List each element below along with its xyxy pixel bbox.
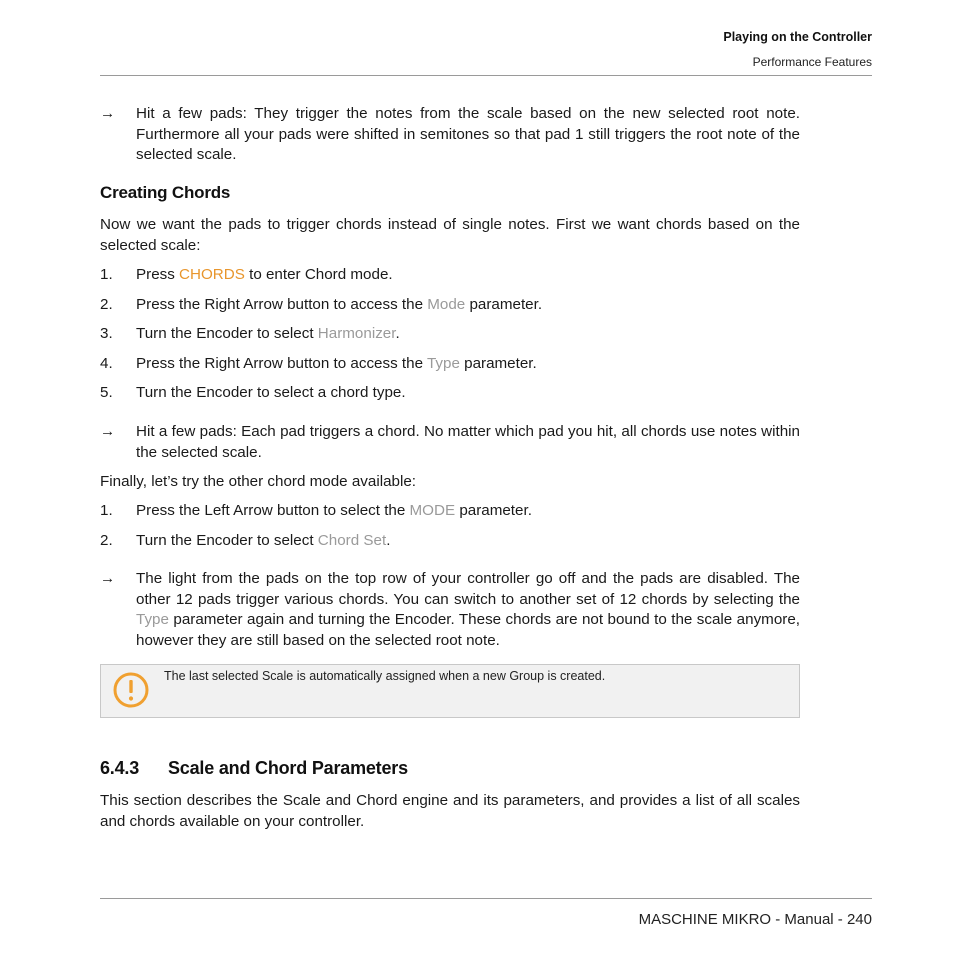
step-number: 5. — [100, 384, 113, 401]
step-number: 2. — [100, 532, 113, 549]
arrow-icon: → — [100, 105, 116, 122]
step-item — [100, 531, 800, 552]
step-text: parameter. — [459, 355, 537, 372]
step-number: 1. — [100, 266, 113, 283]
step-text: Press — [136, 266, 180, 283]
step-text: . — [395, 325, 400, 342]
result-item — [100, 422, 800, 463]
result-item — [100, 569, 800, 651]
step-text: parameter. — [455, 502, 532, 519]
step-text: Turn the Encoder to select — [136, 532, 318, 549]
result-text-part: The light from the pads on the top row of your controller go off and the pads are disabled. The other 12 pads trigger various chords. You can switch to another set of 12 chords by selecting the — [136, 570, 800, 608]
result-text — [136, 569, 800, 651]
header-chapter-title: Playing on the Controller — [723, 30, 872, 44]
section-number: 6.4.3 — [100, 758, 140, 778]
step-text: Press the Left Arrow button to select the — [136, 502, 410, 519]
footer-page-label: MASCHINE MIKRO - Manual - 240 — [638, 911, 872, 928]
step-number: 4. — [100, 355, 113, 372]
step-number: 1. — [100, 502, 113, 519]
step-text: to enter Chord mode. — [244, 266, 393, 283]
step-number: 2. — [100, 296, 113, 313]
step-item — [100, 295, 800, 316]
step-text: parameter. — [465, 296, 543, 313]
button-name-highlight: CHORDS — [179, 266, 245, 283]
parameter-highlight: MODE — [409, 502, 456, 519]
step-text: Turn the Encoder to select a chord type. — [136, 384, 406, 401]
paragraph: Now we want the pads to trigger chords instead of single notes. First we want chords based on the selected scale: — [100, 216, 800, 254]
step-text: Turn the Encoder to select — [136, 325, 318, 342]
step-item — [100, 265, 800, 286]
parameter-highlight: Type — [136, 611, 169, 628]
arrow-icon: → — [100, 570, 116, 587]
step-number: 3. — [100, 325, 113, 342]
result-text: Hit a few pads: Each pad triggers a chord. No matter which pad you hit, all chords use notes within the selected scale. — [136, 423, 800, 461]
step-text: Press the Right Arrow button to access the — [136, 296, 428, 313]
subheading-creating-chords: Creating Chords — [100, 183, 231, 202]
section-title: Scale and Chord Parameters — [168, 758, 408, 778]
step-item — [100, 324, 800, 345]
exclamation-circle-icon — [113, 672, 149, 708]
footer-divider — [100, 898, 872, 899]
parameter-highlight: Harmonizer — [317, 325, 396, 342]
step-text: Press the Right Arrow button to access the — [136, 355, 427, 372]
result-text-part: parameter again and turning the Encoder. These chords are not bound to the scale anymore, however they are still based on the selected root note. — [136, 611, 800, 649]
paragraph: Finally, let’s try the other chord mode available: — [100, 473, 416, 490]
result-item — [100, 104, 800, 166]
header-divider — [100, 75, 872, 76]
parameter-highlight: Mode — [427, 296, 466, 313]
header-section-title: Performance Features — [752, 55, 872, 69]
section-heading — [100, 758, 408, 779]
note-box — [100, 664, 800, 718]
note-text: The last selected Scale is automatically assigned when a new Group is created. — [164, 669, 606, 683]
parameter-highlight: Chord Set — [317, 532, 387, 549]
step-item — [100, 383, 800, 404]
arrow-icon: → — [100, 423, 116, 440]
result-text: Hit a few pads: They trigger the notes from the scale based on the new selected root note. Furthermore all your pads were shifted in semitones so that pad 1 still triggers the root note of the selected scale. — [136, 105, 800, 163]
paragraph: This section describes the Scale and Chord engine and its parameters, and provides a list of all scales and chords available on your controller. — [100, 792, 800, 830]
step-item — [100, 354, 800, 375]
step-item — [100, 501, 800, 522]
parameter-highlight: Type — [426, 355, 460, 372]
step-text: . — [386, 532, 391, 549]
